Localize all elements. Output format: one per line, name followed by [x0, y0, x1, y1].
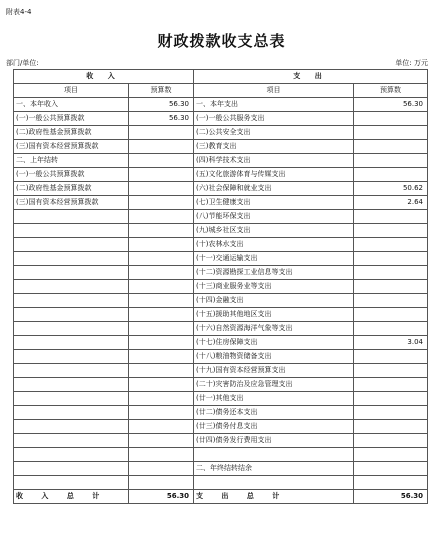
- expense-item-header: 项目: [194, 84, 354, 98]
- table-row: [14, 126, 428, 140]
- income-item-cell: [14, 322, 129, 336]
- expense-item-cell: 一、本年支出: [194, 98, 354, 112]
- table-row: [14, 448, 428, 462]
- table-row: [14, 322, 428, 336]
- expense-budget-cell: 2.64: [354, 196, 428, 210]
- expense-item-cell: (十六)自然资源海洋气象等支出: [194, 322, 354, 336]
- table-row: [14, 252, 428, 266]
- income-budget-cell: [129, 154, 194, 168]
- expense-item-cell: (二)公共安全支出: [194, 126, 354, 140]
- income-budget-cell: [129, 476, 194, 490]
- income-budget-cell: [129, 448, 194, 462]
- table-row: [14, 308, 428, 322]
- table-row: [14, 420, 428, 434]
- expense-item-cell: (十一)交通运输支出: [194, 252, 354, 266]
- income-budget-cell: 56.30: [129, 98, 194, 112]
- expense-item-cell: (八)节能环保支出: [194, 210, 354, 224]
- income-budget-cell: [129, 364, 194, 378]
- expense-item-cell: (六)社会保障和就业支出: [194, 182, 354, 196]
- table-row: [14, 140, 428, 154]
- income-total-label: 收 入 总 计: [14, 490, 129, 504]
- income-budget-cell: [129, 168, 194, 182]
- income-budget-cell: [129, 224, 194, 238]
- income-budget-cell: [129, 308, 194, 322]
- expense-budget-cell: [354, 210, 428, 224]
- section-header-row: [14, 70, 428, 84]
- expense-budget-cell: 3.04: [354, 336, 428, 350]
- expense-budget-cell: [354, 364, 428, 378]
- expense-budget-cell: [354, 392, 428, 406]
- expense-budget-header: 预算数: [354, 84, 428, 98]
- income-header: 收 入: [14, 70, 194, 84]
- income-item-cell: [14, 364, 129, 378]
- income-budget-cell: [129, 140, 194, 154]
- expense-budget-cell: [354, 280, 428, 294]
- table-row: [14, 196, 428, 210]
- income-item-cell: (二)政府性基金预算拨款: [14, 126, 129, 140]
- income-item-cell: [14, 378, 129, 392]
- income-item-cell: 二、上年结转: [14, 154, 129, 168]
- table-row: [14, 476, 428, 490]
- expense-item-cell: (十五)援助其他地区支出: [194, 308, 354, 322]
- expense-budget-cell: 56.30: [354, 98, 428, 112]
- expense-budget-cell: [354, 322, 428, 336]
- expense-item-cell: (廿一)其他支出: [194, 392, 354, 406]
- income-budget-cell: [129, 182, 194, 196]
- income-item-cell: [14, 434, 129, 448]
- unit-label: 单位: 万元: [395, 59, 428, 67]
- table-row: [14, 434, 428, 448]
- table-row: [14, 350, 428, 364]
- income-budget-cell: [129, 392, 194, 406]
- expense-item-cell: [194, 448, 354, 462]
- income-item-cell: [14, 350, 129, 364]
- income-item-cell: (一)一般公共预算拨款: [14, 168, 129, 182]
- income-budget-cell: [129, 336, 194, 350]
- expense-item-cell: (十二)资源勘探工业信息等支出: [194, 266, 354, 280]
- table-row: [14, 168, 428, 182]
- table-row: [14, 266, 428, 280]
- income-item-cell: [14, 210, 129, 224]
- table-row: [14, 210, 428, 224]
- income-item-cell: (一)一般公共预算拨款: [14, 112, 129, 126]
- expense-item-cell: (七)卫生健康支出: [194, 196, 354, 210]
- expense-budget-cell: [354, 462, 428, 476]
- expense-budget-cell: [354, 112, 428, 126]
- expense-item-cell: (九)城乡社区支出: [194, 224, 354, 238]
- income-budget-cell: [129, 322, 194, 336]
- income-budget-cell: [129, 266, 194, 280]
- expense-item-cell: (十八)粮油物资储备支出: [194, 350, 354, 364]
- table-row: [14, 112, 428, 126]
- income-budget-cell: [129, 196, 194, 210]
- income-budget-cell: [129, 378, 194, 392]
- expense-budget-cell: [354, 434, 428, 448]
- expense-item-cell: (廿三)债务付息支出: [194, 420, 354, 434]
- expense-budget-cell: [354, 448, 428, 462]
- expense-budget-cell: [354, 378, 428, 392]
- table-row: [14, 462, 428, 476]
- income-item-header: 项目: [14, 84, 129, 98]
- expense-budget-cell: [354, 294, 428, 308]
- expense-item-cell: (廿二)债务还本支出: [194, 406, 354, 420]
- income-budget-cell: [129, 210, 194, 224]
- income-item-cell: [14, 294, 129, 308]
- table-row: [14, 392, 428, 406]
- expense-budget-cell: [354, 126, 428, 140]
- income-budget-cell: [129, 406, 194, 420]
- expense-budget-cell: [354, 238, 428, 252]
- income-item-cell: [14, 266, 129, 280]
- income-item-cell: (三)国有资本经营预算拨款: [14, 196, 129, 210]
- column-header-row: [14, 84, 428, 98]
- income-budget-cell: [129, 252, 194, 266]
- income-budget-cell: [129, 238, 194, 252]
- table-row: [14, 238, 428, 252]
- income-item-cell: [14, 448, 129, 462]
- expense-item-cell: (十)农林水支出: [194, 238, 354, 252]
- department-label: 部门/单位:: [6, 59, 39, 67]
- income-item-cell: 一、本年收入: [14, 98, 129, 112]
- table-row: [14, 98, 428, 112]
- income-item-cell: [14, 392, 129, 406]
- expense-total-value: 56.30: [354, 490, 428, 504]
- expense-total-label: 支 出 总 计: [194, 490, 354, 504]
- income-item-cell: [14, 406, 129, 420]
- expense-budget-cell: [354, 266, 428, 280]
- expense-item-cell: (十四)金融支出: [194, 294, 354, 308]
- table-row: [14, 294, 428, 308]
- income-budget-cell: [129, 420, 194, 434]
- expense-budget-cell: [354, 168, 428, 182]
- expense-item-cell: (五)文化旅游体育与传媒支出: [194, 168, 354, 182]
- expense-budget-cell: [354, 224, 428, 238]
- expense-item-cell: 二、年终结转结余: [194, 462, 354, 476]
- expense-item-cell: (十三)商业服务业等支出: [194, 280, 354, 294]
- expense-budget-cell: [354, 252, 428, 266]
- income-item-cell: [14, 308, 129, 322]
- expense-budget-cell: [354, 154, 428, 168]
- expense-item-cell: (二十)灾害防治及应急管理支出: [194, 378, 354, 392]
- income-item-cell: [14, 336, 129, 350]
- income-budget-header: 预算数: [129, 84, 194, 98]
- table-row: [14, 224, 428, 238]
- expense-item-cell: [194, 476, 354, 490]
- expense-budget-cell: [354, 420, 428, 434]
- income-item-cell: [14, 420, 129, 434]
- expense-budget-cell: [354, 308, 428, 322]
- income-budget-cell: [129, 126, 194, 140]
- expense-header: 支 出: [194, 70, 428, 84]
- income-budget-cell: [129, 280, 194, 294]
- expense-item-cell: (三)教育支出: [194, 140, 354, 154]
- table-row: [14, 406, 428, 420]
- expense-budget-cell: [354, 406, 428, 420]
- table-row: [14, 378, 428, 392]
- income-item-cell: [14, 252, 129, 266]
- expense-budget-cell: [354, 350, 428, 364]
- table-row: [14, 336, 428, 350]
- expense-budget-cell: 50.62: [354, 182, 428, 196]
- income-item-cell: [14, 238, 129, 252]
- income-item-cell: (二)政府性基金预算拨款: [14, 182, 129, 196]
- income-item-cell: [14, 476, 129, 490]
- income-budget-cell: [129, 294, 194, 308]
- income-item-cell: [14, 224, 129, 238]
- table-row: [14, 280, 428, 294]
- income-budget-cell: 56.30: [129, 112, 194, 126]
- income-item-cell: (三)国有资本经营预算拨款: [14, 140, 129, 154]
- income-total-value: 56.30: [129, 490, 194, 504]
- income-budget-cell: [129, 462, 194, 476]
- table-row: [14, 364, 428, 378]
- expense-item-cell: (四)科学技术支出: [194, 154, 354, 168]
- expense-item-cell: (十七)住房保障支出: [194, 336, 354, 350]
- income-budget-cell: [129, 350, 194, 364]
- income-item-cell: [14, 462, 129, 476]
- table-row: [14, 154, 428, 168]
- income-budget-cell: [129, 434, 194, 448]
- expense-item-cell: (廿四)债务发行费用支出: [194, 434, 354, 448]
- table-row: [14, 182, 428, 196]
- attachment-number: 附表4-4: [6, 8, 32, 16]
- finance-summary-table: [13, 69, 428, 504]
- expense-item-cell: (一)一般公共服务支出: [194, 112, 354, 126]
- income-item-cell: [14, 280, 129, 294]
- expense-item-cell: (十九)国有资本经营预算支出: [194, 364, 354, 378]
- page-title: 财政拨款收支总表: [157, 32, 286, 50]
- totals-row: [14, 490, 428, 504]
- expense-budget-cell: [354, 140, 428, 154]
- expense-budget-cell: [354, 476, 428, 490]
